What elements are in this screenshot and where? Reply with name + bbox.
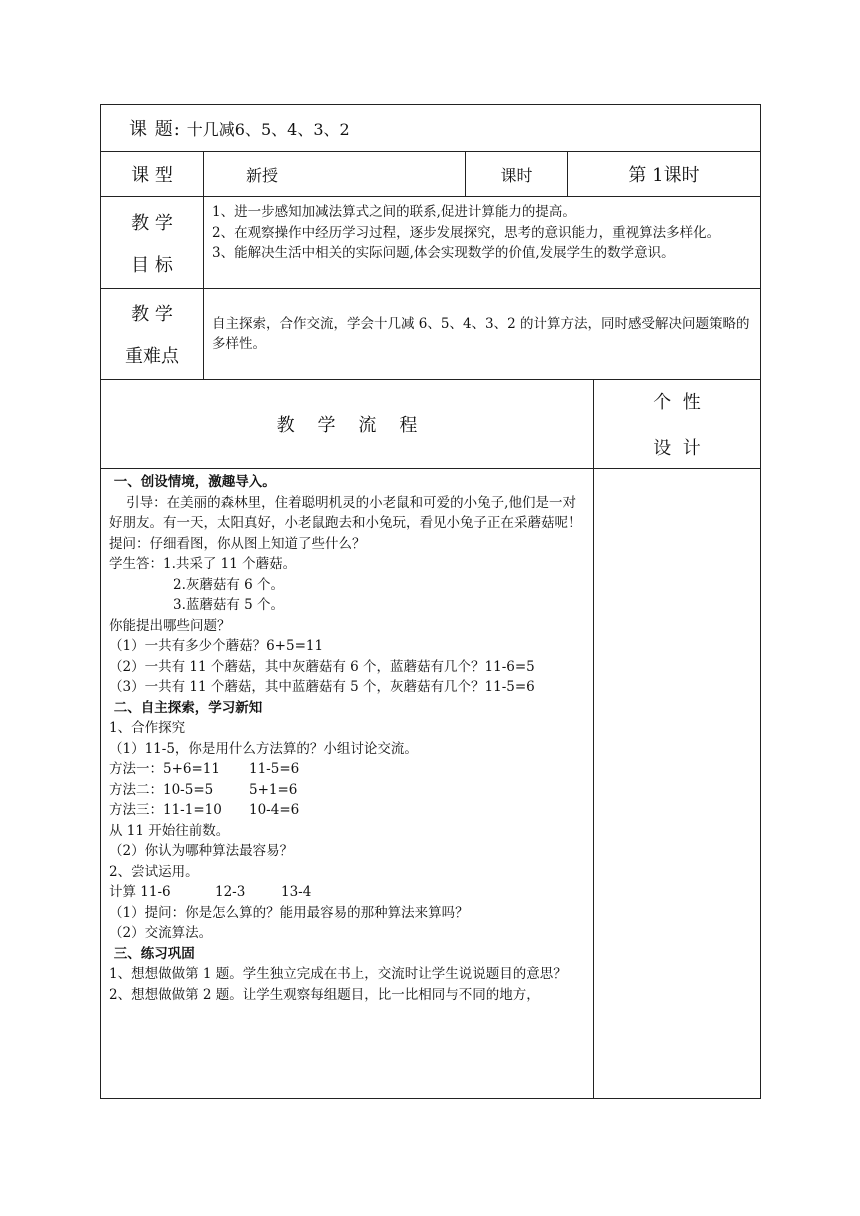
type-row <box>101 152 760 197</box>
section-3-title: 三、练习巩固 <box>109 945 195 962</box>
process-title-text: 教 学 流 程 <box>276 415 418 436</box>
section-1-answer-1: 学生答：1.共采了 11 个蘑菇。 <box>109 556 297 572</box>
method-2 <box>109 780 587 801</box>
type-label: 课 型 <box>101 152 204 196</box>
section-1-ask: 你能提出哪些问题？ <box>109 617 231 634</box>
method-3-a: 方法三：11-1=10 <box>109 802 222 818</box>
personal-design-line1: 个 性 <box>653 392 701 413</box>
goals-label-line2: 目 标 <box>131 254 173 276</box>
goal-item-3: 3、能解决生活中相关的实际问题,体会实现数学的价值,发展学生的数学意识。 <box>212 245 675 261</box>
process-title <box>101 380 594 468</box>
section-1-answer-3: 3.蓝蘑菇有 5 个。 <box>173 597 285 613</box>
keypoints-label <box>101 289 204 379</box>
section-2-task-2: （2）交流算法。 <box>109 925 213 941</box>
goals-content <box>204 197 760 288</box>
section-1-problem-3: （3）一共有 11 个蘑菇，其中蓝蘑菇有 5 个，灰蘑菇有几个？11-5=6 <box>109 679 535 695</box>
keypoints-row <box>101 289 760 380</box>
calc-c: 13-4 <box>281 884 312 900</box>
keypoints-label-line2: 重难点 <box>125 346 179 367</box>
method-2-a: 方法二：10-5=5 <box>109 781 214 798</box>
calc-a: 计算 11-6 <box>109 884 171 900</box>
goal-item-2: 2、在观察操作中经历学习过程，逐步发展探究，思考的意识能力，重视算法多样化。 <box>212 224 721 241</box>
goals-label <box>101 197 204 288</box>
section-3-item-2: 2、想想做做第 2 题。让学生观察每组题目，比一比相同与不同的地方， <box>109 986 540 1003</box>
goals-row <box>101 197 760 289</box>
topic-label: 课 题: <box>129 119 181 140</box>
section-1-answer-2: 2.灰蘑菇有 6 个。 <box>173 576 285 593</box>
method-2-b: 5+1=6 <box>249 781 298 798</box>
calc-b: 12-3 <box>215 884 246 900</box>
period-value: 第 1课时 <box>628 165 700 186</box>
topic-row <box>101 105 760 152</box>
process-content <box>101 469 594 1098</box>
period-label: 课时 <box>466 152 568 196</box>
section-2-count-from: 从 11 开始往前数。 <box>109 822 230 839</box>
keypoints-content <box>204 289 760 379</box>
section-2-item-1: 1、合作探究 <box>109 720 186 736</box>
section-2-task-1: （1）提问：你是怎么算的？能用最容易的那种算法来算吗？ <box>109 904 469 921</box>
section-2-item-2: 2、尝试运用。 <box>109 863 199 880</box>
personal-design-content <box>594 469 760 1098</box>
section-1-problem-2: （2）一共有 11 个蘑菇，其中灰蘑菇有 6 个，蓝蘑菇有几个？11-6=5 <box>109 658 535 675</box>
section-1-question: 提问：仔细看图，你从图上知道了些什么？ <box>109 535 366 552</box>
calc-line <box>109 882 587 903</box>
method-1-a: 方法一：5+6=11 <box>109 761 220 777</box>
personal-design-line2: 设 计 <box>653 438 701 459</box>
section-3-item-1: 1、想想做做第 1 题。学生独立完成在书上，交流时让学生说说题目的意思？ <box>109 966 567 982</box>
section-1-title: 一、创设情境，激趣导入。 <box>109 474 276 490</box>
method-3-b: 10-4=6 <box>249 802 300 818</box>
topic-value: 十几减6、5、4、3、2 <box>186 119 350 139</box>
goals-label-line1: 教 学 <box>131 212 173 234</box>
method-1 <box>109 759 587 780</box>
section-1-problem-1: （1）一共有多少个蘑菇？6+5=11 <box>109 638 324 654</box>
section-1-intro: 引导：在美丽的森林里，住着聪明机灵的小老鼠和可爱的小兔子,他们是一对好朋友。有一天，太阳真好，小老鼠跑去和小兔玩，看见小兔子正在采蘑菇呢！ <box>109 494 582 531</box>
process-content-row <box>101 469 760 1098</box>
keypoints-text: 自主探索，合作交流，学会十几减 6、5、4、3、2 的计算方法，同时感受解决问题策略的多样性。 <box>212 315 750 352</box>
section-2-title: 二、自主探索，学习新知 <box>109 699 263 716</box>
keypoints-label-line1: 教 学 <box>131 304 173 325</box>
lesson-plan-table <box>100 104 761 1099</box>
process-header-row <box>101 380 760 469</box>
section-2-question-1: （1）11-5，你是用什么方法算的？小组讨论交流。 <box>109 740 418 757</box>
personal-design-header <box>594 380 760 468</box>
method-1-b: 11-5=6 <box>249 761 300 777</box>
type-value: 新授 <box>204 152 466 196</box>
goal-item-1: 1、进一步感知加减法算式之间的联系,促进计算能力的提高。 <box>212 204 576 220</box>
method-3 <box>109 800 587 821</box>
section-2-question-2: （2）你认为哪种算法最容易？ <box>109 843 294 859</box>
